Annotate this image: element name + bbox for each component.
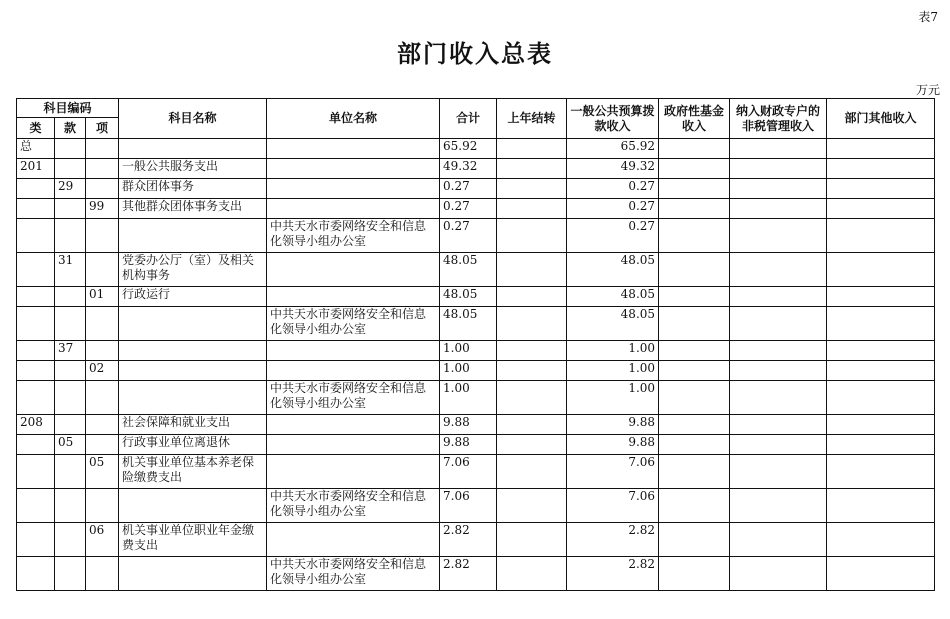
cell-total: 49.32 [440,159,497,179]
cell-section: 37 [55,341,86,361]
cell-subject-name: 一般公共服务支出 [119,159,267,179]
cell-class [17,199,55,219]
cell-last-year-carryover [497,159,567,179]
cell-gov-fund [659,415,730,435]
cell-other-income [827,159,935,179]
cell-class [17,455,55,489]
cell-fiscal-special [730,159,827,179]
table-number: 表7 [918,10,938,24]
cell-item: 02 [86,361,119,381]
cell-gov-fund [659,159,730,179]
cell-general-budget: 1.00 [567,361,659,381]
cell-subject-name [119,219,267,253]
cell-total: 48.05 [440,253,497,287]
cell-other-income [827,307,935,341]
cell-section [55,307,86,341]
cell-gov-fund [659,435,730,455]
cell-total: 1.00 [440,341,497,361]
income-summary-table [16,98,935,591]
cell-subject-name: 行政事业单位离退休 [119,435,267,455]
header-gov-fund: 政府性基金收入 [659,99,730,139]
cell-class [17,307,55,341]
table-row [17,361,935,381]
cell-gov-fund [659,219,730,253]
cell-class: 总 [17,139,55,159]
cell-section [55,415,86,435]
cell-unit-name: 中共天水市委网络安全和信息化领导小组办公室 [267,557,440,591]
cell-gov-fund [659,381,730,415]
cell-last-year-carryover [497,415,567,435]
cell-class [17,341,55,361]
cell-last-year-carryover [497,139,567,159]
cell-last-year-carryover [497,557,567,591]
cell-other-income [827,523,935,557]
cell-unit-name [267,179,440,199]
table-row [17,381,935,415]
cell-last-year-carryover [497,287,567,307]
cell-general-budget: 7.06 [567,455,659,489]
cell-unit-name: 中共天水市委网络安全和信息化领导小组办公室 [267,489,440,523]
cell-section [55,199,86,219]
cell-class [17,361,55,381]
cell-fiscal-special [730,219,827,253]
cell-total: 0.27 [440,219,497,253]
header-subject-code: 科目编码 [17,99,119,118]
cell-other-income [827,179,935,199]
cell-unit-name [267,523,440,557]
cell-fiscal-special [730,435,827,455]
cell-general-budget: 9.88 [567,435,659,455]
table-row [17,253,935,287]
cell-other-income [827,361,935,381]
page-title: 部门收入总表 [397,40,553,68]
cell-unit-name [267,435,440,455]
cell-other-income [827,139,935,159]
cell-section [55,361,86,381]
cell-section [55,455,86,489]
cell-general-budget: 48.05 [567,287,659,307]
cell-item [86,179,119,199]
cell-unit-name [267,415,440,435]
header-unit-name: 单位名称 [267,99,440,139]
table-body [17,139,935,591]
cell-other-income [827,489,935,523]
cell-general-budget: 0.27 [567,199,659,219]
cell-total: 7.06 [440,489,497,523]
cell-section [55,139,86,159]
cell-total: 65.92 [440,139,497,159]
cell-unit-name [267,159,440,179]
cell-item: 01 [86,287,119,307]
cell-subject-name [119,361,267,381]
cell-unit-name [267,199,440,219]
table-row [17,523,935,557]
cell-unit-name [267,139,440,159]
unit-label: 万元 [915,83,940,97]
cell-item: 05 [86,455,119,489]
cell-unit-name [267,287,440,307]
cell-general-budget: 48.05 [567,307,659,341]
cell-class [17,179,55,199]
cell-other-income [827,435,935,455]
cell-last-year-carryover [497,179,567,199]
cell-section [55,523,86,557]
cell-general-budget: 2.82 [567,523,659,557]
cell-subject-name: 机关事业单位职业年金缴费支出 [119,523,267,557]
cell-subject-name [119,489,267,523]
cell-general-budget: 49.32 [567,159,659,179]
cell-item [86,341,119,361]
cell-fiscal-special [730,139,827,159]
cell-item [86,253,119,287]
cell-gov-fund [659,361,730,381]
cell-section: 29 [55,179,86,199]
cell-gov-fund [659,287,730,307]
cell-total: 9.88 [440,435,497,455]
cell-class [17,557,55,591]
cell-item [86,219,119,253]
cell-last-year-carryover [497,381,567,415]
table-row [17,287,935,307]
cell-item [86,381,119,415]
cell-class: 208 [17,415,55,435]
cell-fiscal-special [730,199,827,219]
cell-general-budget: 1.00 [567,381,659,415]
cell-total: 48.05 [440,287,497,307]
header-class: 类 [17,118,55,139]
cell-gov-fund [659,523,730,557]
cell-item [86,489,119,523]
cell-class [17,435,55,455]
cell-general-budget: 65.92 [567,139,659,159]
cell-last-year-carryover [497,253,567,287]
cell-section [55,159,86,179]
cell-class: 201 [17,159,55,179]
cell-total: 0.27 [440,199,497,219]
cell-unit-name [267,361,440,381]
cell-fiscal-special [730,489,827,523]
cell-fiscal-special [730,307,827,341]
cell-subject-name: 机关事业单位基本养老保险缴费支出 [119,455,267,489]
header-general-budget: 一般公共预算拨款收入 [567,99,659,139]
header-last-year-carryover: 上年结转 [497,99,567,139]
cell-subject-name: 其他群众团体事务支出 [119,199,267,219]
cell-total: 1.00 [440,361,497,381]
cell-unit-name: 中共天水市委网络安全和信息化领导小组办公室 [267,381,440,415]
cell-item [86,435,119,455]
cell-subject-name: 群众团体事务 [119,179,267,199]
cell-fiscal-special [730,557,827,591]
cell-other-income [827,219,935,253]
cell-section [55,489,86,523]
cell-other-income [827,557,935,591]
cell-subject-name: 行政运行 [119,287,267,307]
cell-item [86,415,119,435]
cell-gov-fund [659,557,730,591]
header-subject-name: 科目名称 [119,99,267,139]
table-row [17,159,935,179]
cell-fiscal-special [730,381,827,415]
cell-other-income [827,455,935,489]
cell-subject-name [119,381,267,415]
cell-subject-name [119,557,267,591]
cell-item [86,139,119,159]
cell-item: 06 [86,523,119,557]
cell-subject-name: 社会保障和就业支出 [119,415,267,435]
header-item: 项 [86,118,119,139]
cell-class [17,219,55,253]
cell-total: 9.88 [440,415,497,435]
cell-section [55,219,86,253]
cell-class [17,253,55,287]
cell-item [86,159,119,179]
cell-last-year-carryover [497,455,567,489]
cell-last-year-carryover [497,435,567,455]
cell-class [17,287,55,307]
cell-fiscal-special [730,361,827,381]
cell-unit-name: 中共天水市委网络安全和信息化领导小组办公室 [267,219,440,253]
table-row [17,139,935,159]
cell-gov-fund [659,253,730,287]
cell-gov-fund [659,307,730,341]
table-row [17,489,935,523]
cell-gov-fund [659,179,730,199]
cell-fiscal-special [730,523,827,557]
table-row [17,455,935,489]
cell-gov-fund [659,139,730,159]
cell-gov-fund [659,489,730,523]
cell-gov-fund [659,341,730,361]
cell-fiscal-special [730,455,827,489]
cell-subject-name [119,341,267,361]
table-row [17,435,935,455]
table-row [17,219,935,253]
cell-section [55,287,86,307]
cell-other-income [827,199,935,219]
table-row [17,557,935,591]
cell-fiscal-special [730,253,827,287]
header-total: 合计 [440,99,497,139]
table-row [17,179,935,199]
cell-subject-name: 党委办公厅（室）及相关机构事务 [119,253,267,287]
cell-class [17,523,55,557]
cell-gov-fund [659,199,730,219]
cell-last-year-carryover [497,341,567,361]
cell-item: 99 [86,199,119,219]
cell-general-budget: 48.05 [567,253,659,287]
cell-total: 48.05 [440,307,497,341]
cell-class [17,381,55,415]
cell-other-income [827,341,935,361]
cell-item [86,307,119,341]
cell-fiscal-special [730,415,827,435]
table-row [17,307,935,341]
cell-last-year-carryover [497,489,567,523]
cell-general-budget: 1.00 [567,341,659,361]
cell-section [55,557,86,591]
cell-other-income [827,415,935,435]
cell-total: 2.82 [440,557,497,591]
cell-fiscal-special [730,179,827,199]
cell-item [86,557,119,591]
cell-general-budget: 9.88 [567,415,659,435]
cell-fiscal-special [730,287,827,307]
cell-fiscal-special [730,341,827,361]
cell-last-year-carryover [497,361,567,381]
cell-general-budget: 0.27 [567,179,659,199]
cell-section: 05 [55,435,86,455]
cell-total: 1.00 [440,381,497,415]
cell-general-budget: 7.06 [567,489,659,523]
table-row [17,341,935,361]
cell-other-income [827,253,935,287]
cell-section [55,381,86,415]
cell-general-budget: 2.82 [567,557,659,591]
cell-total: 0.27 [440,179,497,199]
cell-subject-name [119,307,267,341]
cell-last-year-carryover [497,219,567,253]
table-row [17,199,935,219]
cell-gov-fund [659,455,730,489]
cell-unit-name: 中共天水市委网络安全和信息化领导小组办公室 [267,307,440,341]
table-row [17,415,935,435]
cell-subject-name [119,139,267,159]
cell-unit-name [267,341,440,361]
cell-unit-name [267,455,440,489]
cell-last-year-carryover [497,307,567,341]
cell-total: 2.82 [440,523,497,557]
cell-last-year-carryover [497,199,567,219]
cell-other-income [827,381,935,415]
cell-class [17,489,55,523]
cell-total: 7.06 [440,455,497,489]
header-fiscal-special: 纳入财政专户的非税管理收入 [730,99,827,139]
cell-last-year-carryover [497,523,567,557]
cell-other-income [827,287,935,307]
cell-general-budget: 0.27 [567,219,659,253]
cell-unit-name [267,253,440,287]
header-section: 款 [55,118,86,139]
header-other-income: 部门其他收入 [827,99,935,139]
cell-section: 31 [55,253,86,287]
